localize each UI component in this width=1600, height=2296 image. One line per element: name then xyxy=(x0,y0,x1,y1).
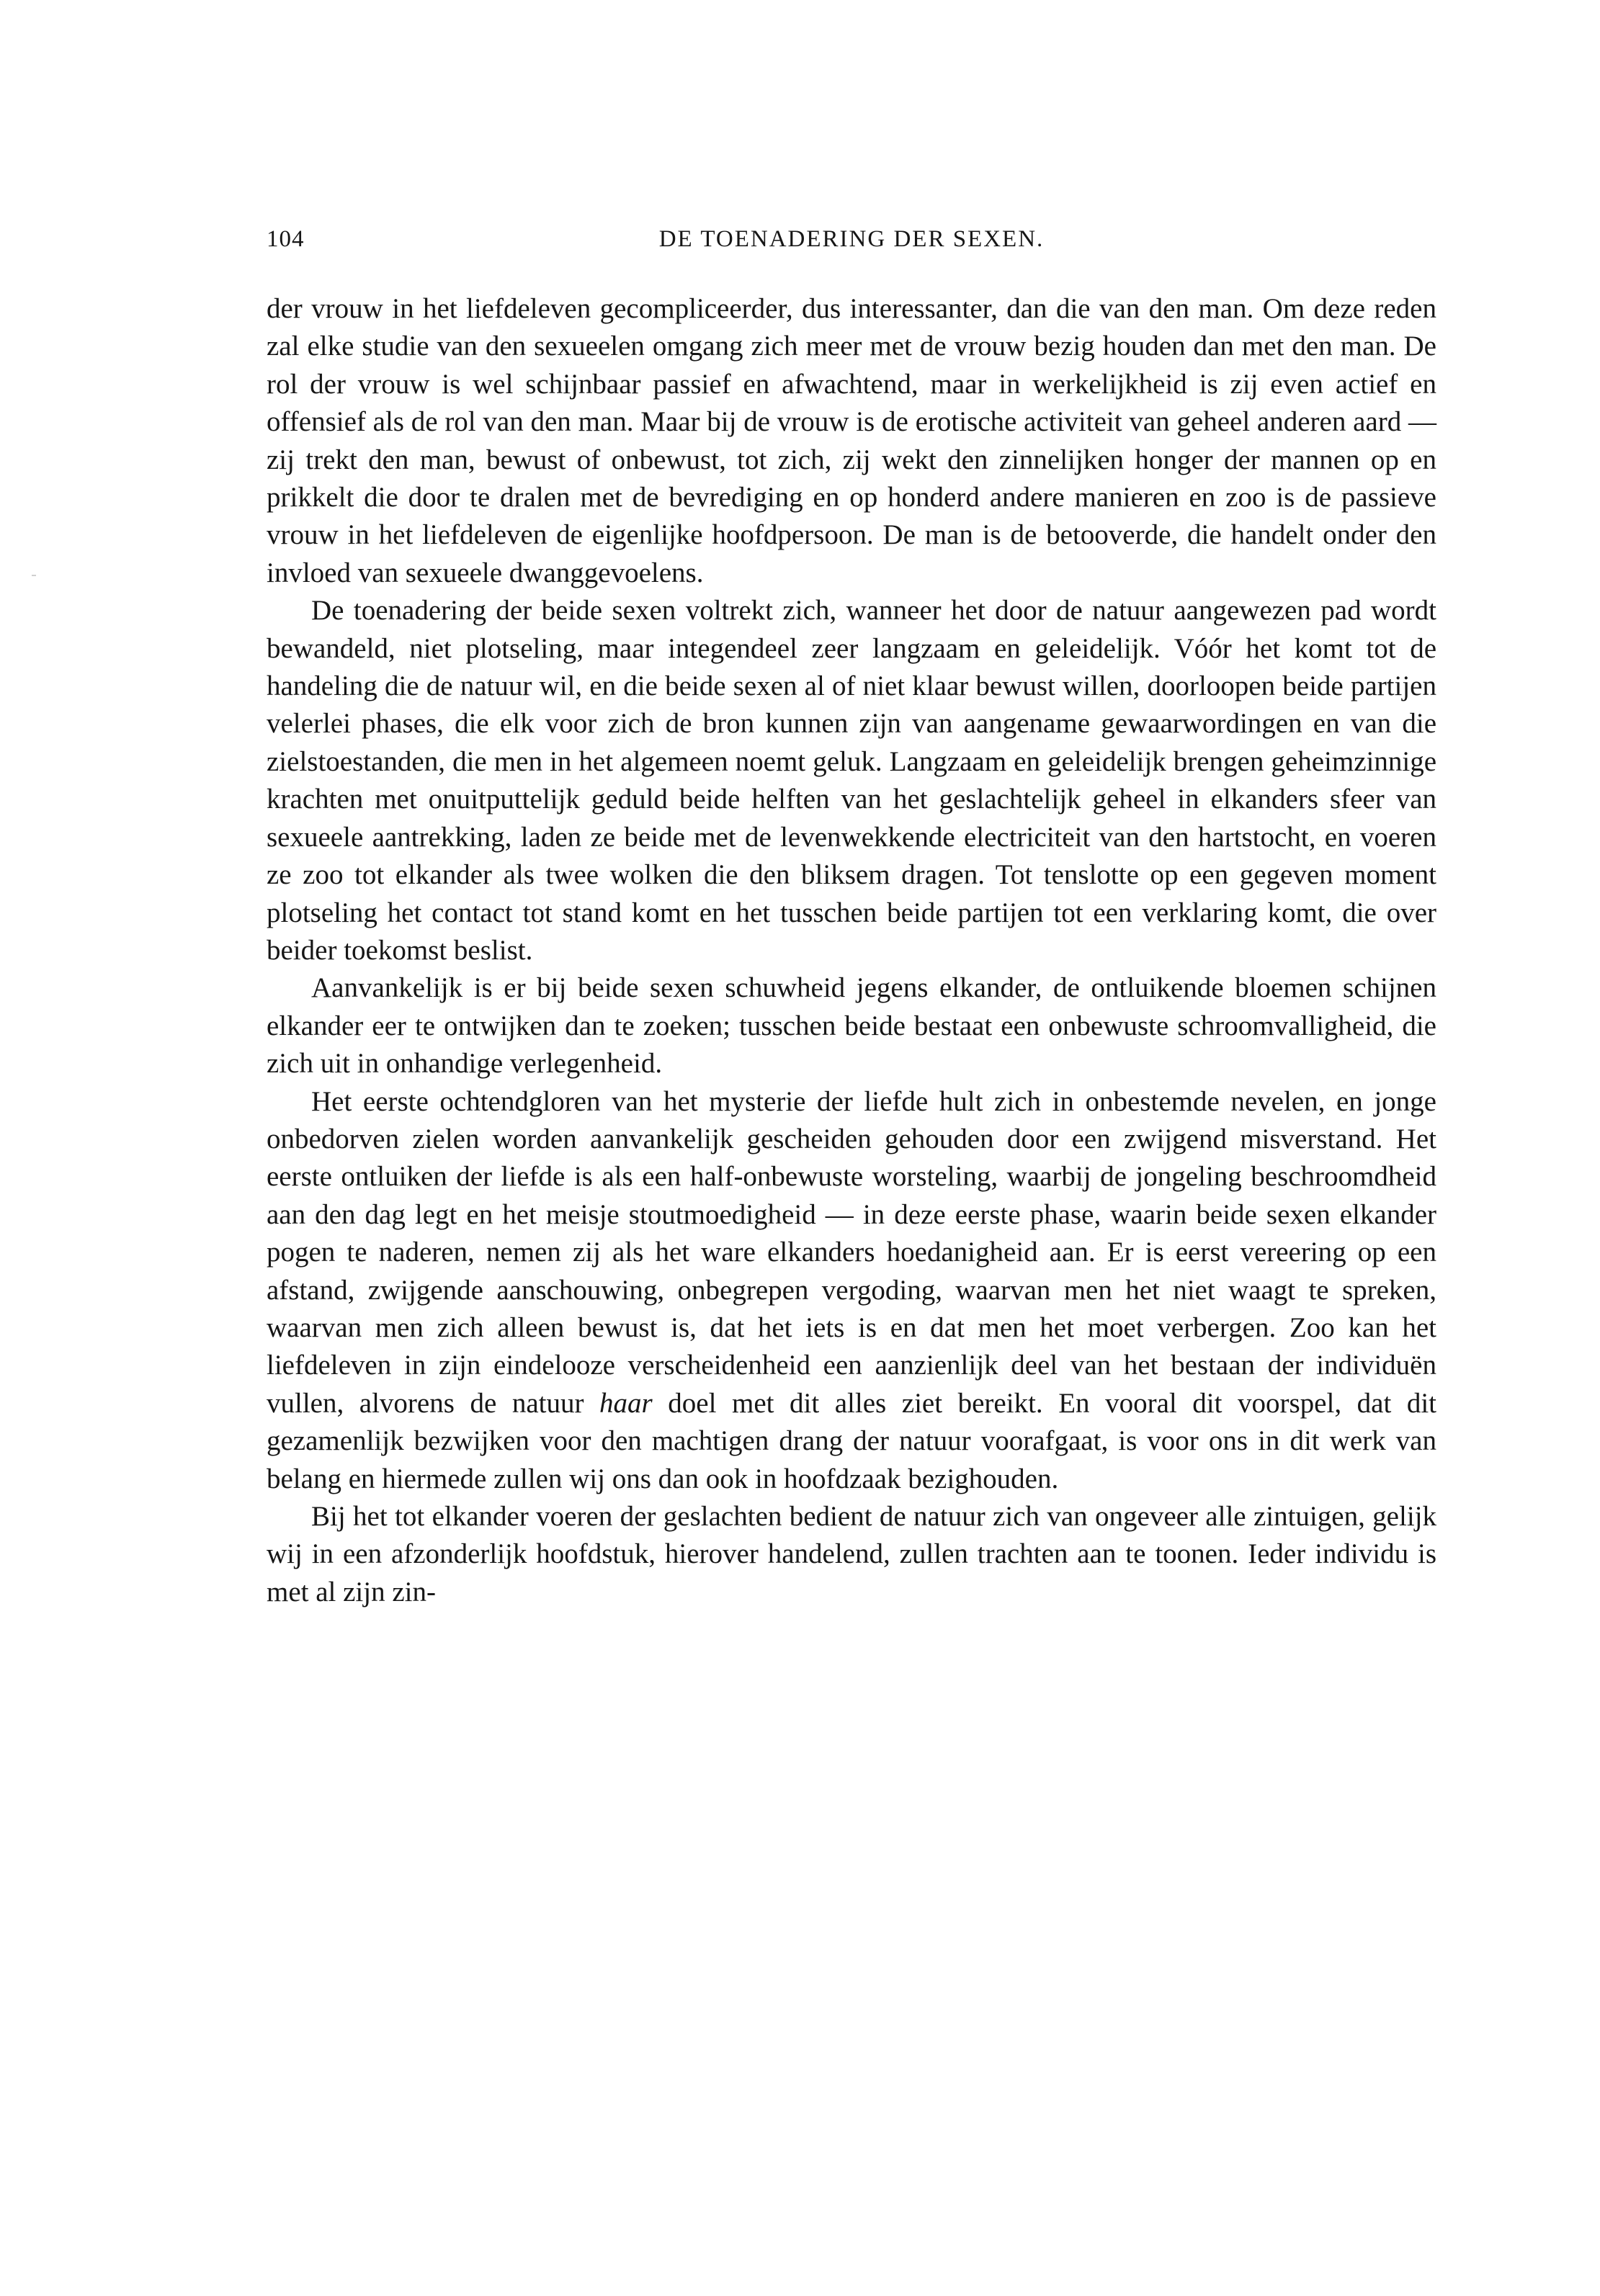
paragraph-4-text-after: doel met dit alles ziet bereikt. En vooral dit voorspel, dat dit gezamenlijk bezwijken voor den machtigen drang der natuur voorafgaat, is voor ons in dit werk van belang en hiermede zullen wij ons dan ook in hoofdzaak bezighouden. xyxy=(267,1387,1437,1494)
paragraph-1: der vrouw in het liefdeleven gecompliceerder, dus interessanter, dan die van den man. Om deze reden zal elke studie van den sexueelen omgang zich meer met de vrouw bezig houden dan met den man. De rol der vrouw is wel schijnbaar passief en afwachtend, maar in werkelijkheid is zij even actief en offensief als de rol van den man. Maar bij de vrouw is de erotische activiteit van geheel anderen aard — zij trekt den man, bewust of onbewust, tot zich, zij wekt den zinnelijken honger der mannen op en prikkelt die door te dralen met de bevrediging en op honderd andere manieren en zoo is de passieve vrouw in het liefdeleven de eigenlijke hoofdpersoon. De man is de betooverde, die handelt onder den invloed van sexueele dwanggevoelens. xyxy=(267,293,1436,588)
document-page xyxy=(267,216,1436,1611)
paragraph-4-emphasis: haar xyxy=(599,1387,653,1419)
paragraph-4-text-before: Het eerste ochtendgloren van het mysterie der liefde hult zich in onbestemde nevelen, en jonge onbedorven zielen worden aanvankelijk gescheiden gehouden door een zwijgend misverstand. Het eerste ontluiken der liefde is als een half-onbewuste worsteling, waarbij de jongeling beschroomdheid aan den dag legt en het meisje stoutmoedigheid — in deze eerste phase, waarin beide sexen elkander pogen te naderen, nemen zij als het ware elkanders hoedanigheid aan. Er is eerst vereering op een afstand, zwijgende aanschouwing, onbegrepen vergoding, waarvan men het niet waagt te spreken, waarvan men zich alleen bewust is, dat het iets is en dat men het moet verbergen. Zoo kan het liefdeleven in zijn eindelooze verscheidenheid een aanzienlijk deel van het bestaan der individuën vullen, alvorens de natuur xyxy=(267,1085,1436,1419)
paragraph-2: De toenadering der beide sexen voltrekt zich, wanneer het door de natuur aangewezen pad wordt bewandeld, niet plotseling, maar integendeel zeer langzaam en geleidelijk. Vóór het komt tot de handeling die de natuur wil, en die beide sexen al of niet klaar bewust willen, doorloopen beide partijen velerlei phases, die elk voor zich de bron kunnen zijn van aangename gewaarwordingen en van die zielstoestanden, die men in het algemeen noemt geluk. Langzaam en geleidelijk brengen geheimzinnige krachten met onuitputtelijk geduld beide helften van het geslachtelijk geheel in elkanders sfeer van sexueele aantrekking, laden ze beide met de levenwekkende electriciteit van den hartstocht, en voeren ze zoo tot elkander als twee wolken die den bliksem dragen. Tot tenslotte op een gegeven moment plotseling het contact tot stand komt en het tusschen beide partijen tot een verklaring komt, die over beider toekomst beslist. xyxy=(267,595,1436,966)
page-number: 104 xyxy=(267,226,305,252)
running-title: DE TOENADERING DER SEXEN. xyxy=(658,226,1045,252)
running-header xyxy=(267,216,1436,259)
paragraph-3: Aanvankelijk is er bij beide sexen schuwheid jegens elkander, de ontluikende bloemen schijnen elkander eer te ontwijken dan te zoeken; tusschen beide bestaat een onbewuste schroomvalligheid, die zich uit in onhandige verlegenheid. xyxy=(267,972,1436,1080)
margin-mark xyxy=(32,575,36,576)
paragraph-4 xyxy=(267,1083,1436,1498)
paragraph-5: Bij het tot elkander voeren der geslachten bedient de natuur zich van ongeveer alle zintuigen, gelijk wij in een afzonderlijk hoofdstuk, hierover handelend, zullen trachten aan te toonen. Ieder individu is met al zijn zin- xyxy=(267,1501,1436,1607)
body-text xyxy=(267,290,1436,1611)
